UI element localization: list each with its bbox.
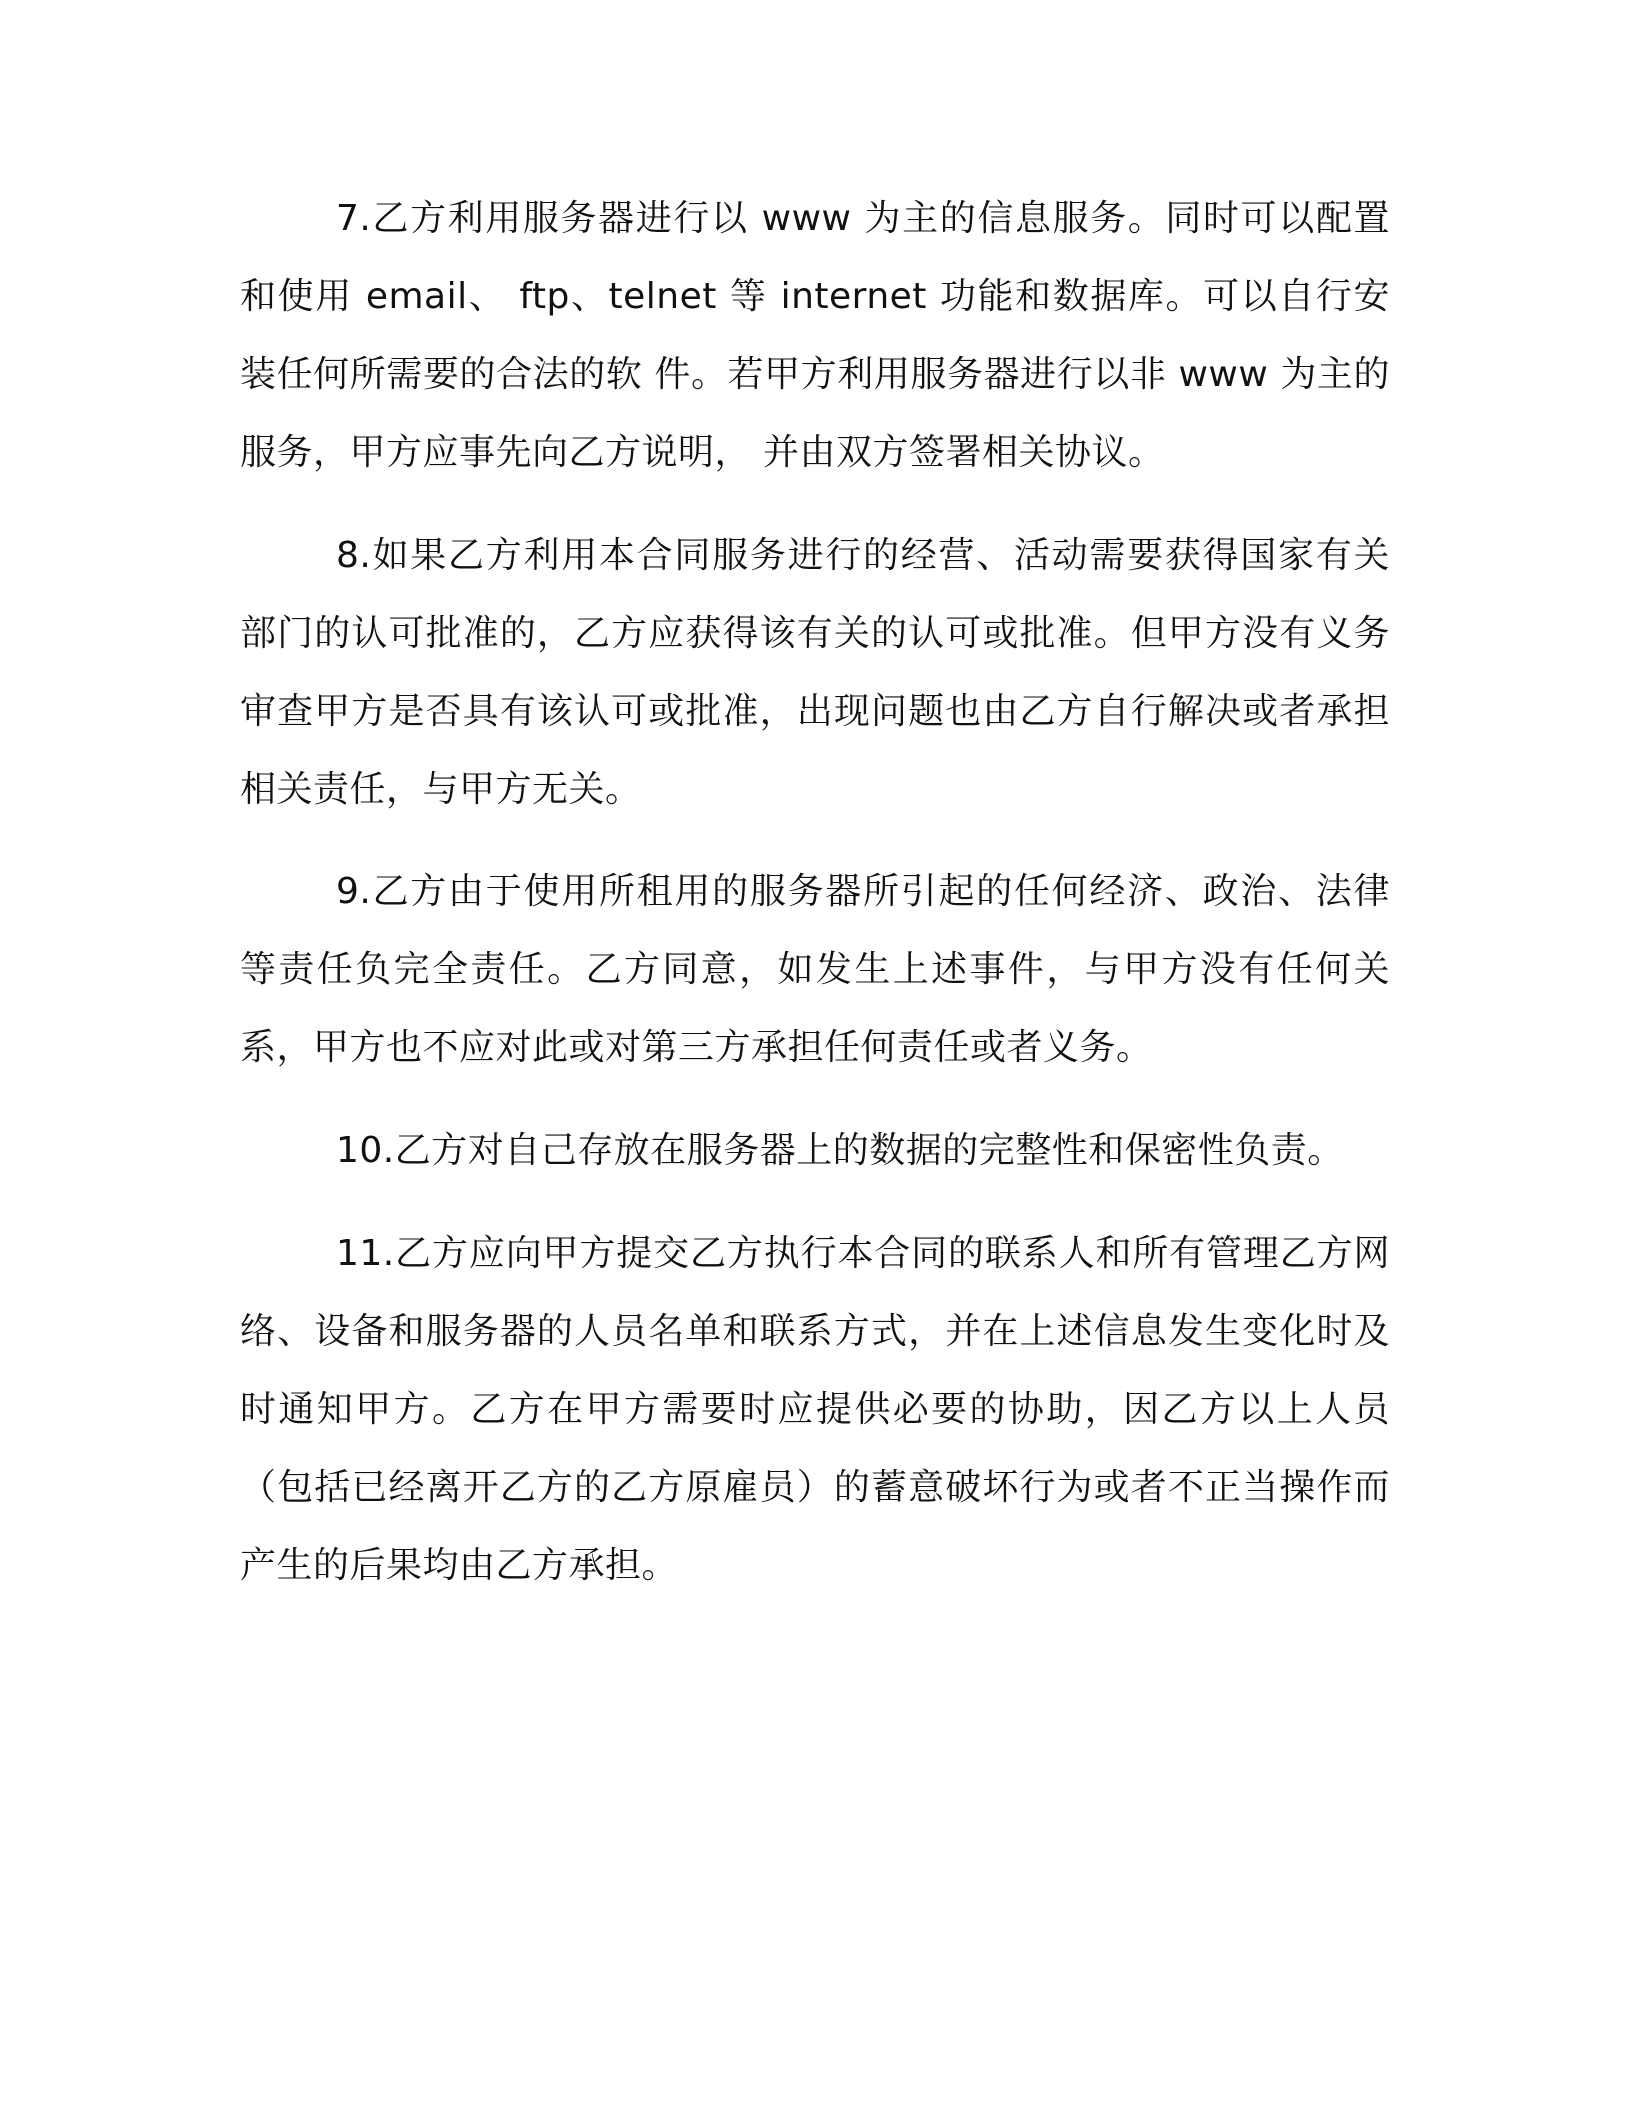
- clause-10-paragraph: 10.乙方对自己存放在服务器上的数据的完整性和保密性负责。: [336, 1130, 1344, 1171]
- clause-9-paragraph: 9.乙方由于使用所租用的服务器所引起的任何经济、政治、法律等责任负完全责任。乙方同意，如发生上述事件，与甲方没有任何关系，甲方也不应对此或对第三方承担任何责任或者义务。: [240, 871, 1390, 1068]
- clause-7-paragraph: 7.乙方利用服务器进行以 www 为主的信息服务。同时可以配置和使用 email、 ftp、telnet 等 internet 功能和数据库。可以自行安装任何所需要的合法的软 件。若甲方利用服务器进行以非 www 为主的服务，甲方应事先向乙方说明， 并由双方签署相关协议。: [240, 198, 1390, 473]
- clause-8-paragraph: 8.如果乙方利用本合同服务进行的经营、活动需要获得国家有关部门的认可批准的，乙方应获得该有关的认可或批准。但甲方没有义务审查甲方是否具有该认可或批准，出现问题也由乙方自行解决或者承担相关责任，与甲方无关。: [240, 535, 1390, 810]
- clause-11-paragraph: 11.乙方应向甲方提交乙方执行本合同的联系人和所有管理乙方网络、设备和服务器的人员名单和联系方式，并在上述信息发生变化时及时通知甲方。乙方在甲方需要时应提供必要的协助，因乙方以上人员（包括已经离开乙方的乙方原雇员）的蓄意破坏行为或者不正当操作而产生的后果均由乙方承担。: [240, 1233, 1390, 1586]
